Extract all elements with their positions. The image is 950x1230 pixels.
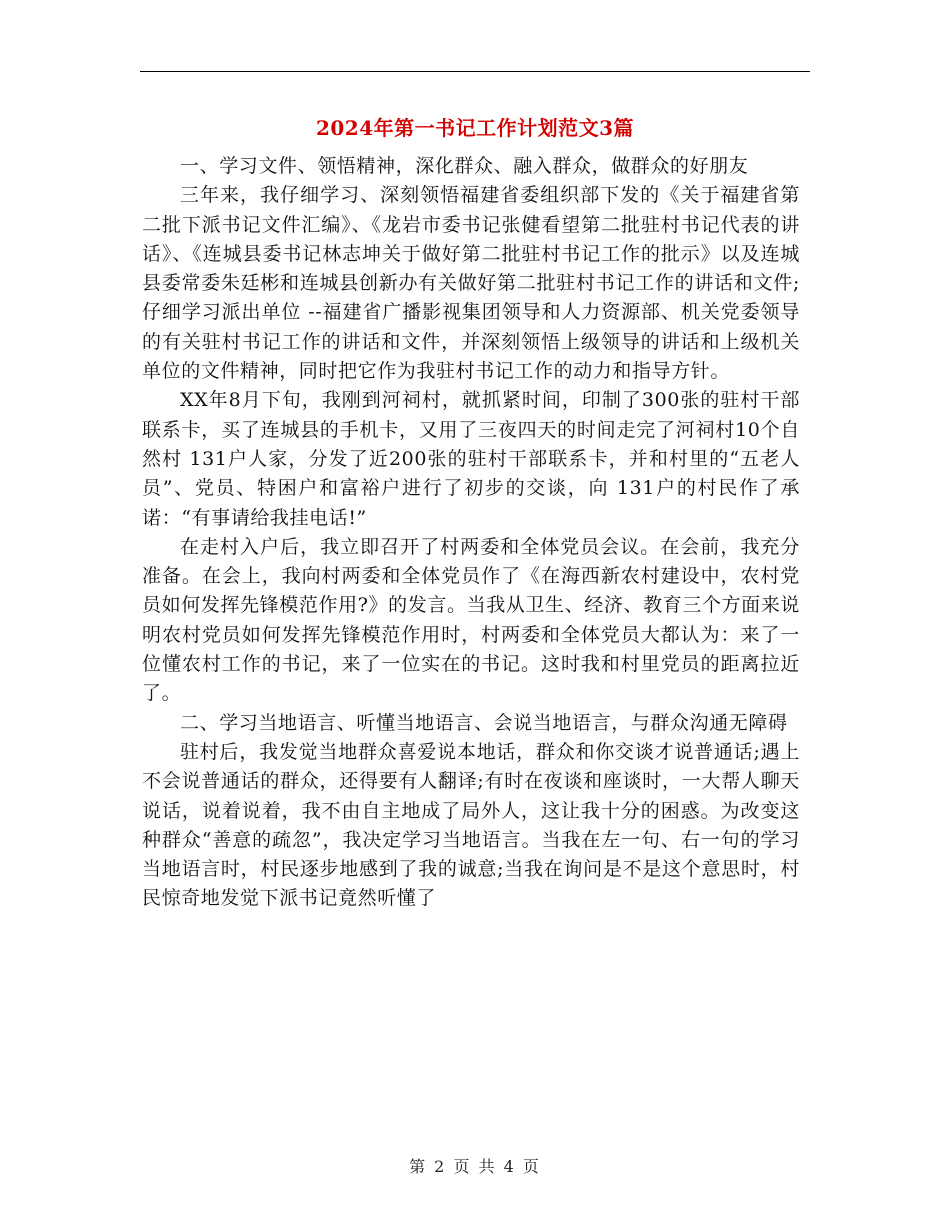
section-heading-1: 一、学习文件、领悟精神，深化群众、融入群众，做群众的好朋友 — [180, 155, 749, 177]
page-number: 第 2 页 共 4 页 — [409, 1157, 541, 1176]
document-body — [142, 152, 800, 914]
document-title: 2024年第一书记工作计划范文3篇 — [315, 116, 635, 140]
body-paragraph: 在走村入户后，我立即召开了村两委和全体党员会议。在会前，我充分准备。在会上，我向村两委和全体党员作了《在海西新农村建设中，农村党员如何发挥先锋模范作用?》的发言。当我从卫生、经济、教育三个方面来说明农村党员如何发挥先锋模范作用时，村两委和全体党员大都认为：来了一位懂农村工作的书记，来了一位实在的书记。这时我和村里党员的距离拉近了。 — [142, 535, 800, 705]
section-heading-2: 二、学习当地语言、听懂当地语言、会说当地语言，与群众沟通无障碍 — [180, 711, 788, 734]
body-paragraph: XX年8月下旬，我刚到河祠村，就抓紧时间，印制了300张的驻村干部联系卡，买了连城县的手机卡，又用了三夜四天的时间走完了河祠村10个自然村 131户人家，分发了近200张的驻村干部联系卡，并和村里的“五老人员”、党员、特困户和富裕户进行了初步的交谈，向 131户的村民作了承诺：“有事请给我挂电话!” — [142, 389, 800, 529]
body-paragraph: 三年来，我仔细学习、深刻领悟福建省委组织部下发的《关于福建省第二批下派书记文件汇编》、《龙岩市委书记张健看望第二批驻村书记代表的讲话》、《连城县委书记林志坤关于做好第二批驻村书记工作的批示》以及连城县委常委朱廷彬和连城县创新办有关做好第二批驻村书记工作的讲话和文件;仔细学习派出单位 --福建省广播影视集团领导和人力资源部、机关党委领导的有关驻村书记工作的讲话和文件，并深刻领悟上级领导的讲话和上级机关单位的文件精神，同时把它作为我驻村书记工作的动力和指导方针。 — [142, 184, 800, 383]
header-rule — [140, 71, 810, 72]
body-paragraph: 驻村后，我发觉当地群众喜爱说本地话，群众和你交谈才说普通话;遇上不会说普通话的群众，还得要有人翻译;有时在夜谈和座谈时，一大帮人聊天说话，说着说着，我不由自主地成了局外人，这让我十分的困惑。为改变这种群众“善意的疏忽”，我决定学习当地语言。当我在左一句、右一句的学习当地语言时，村民逐步地感到了我的诚意;当我在询问是不是这个意思时，村民惊奇地发觉下派书记竟然听懂了 — [142, 740, 800, 910]
